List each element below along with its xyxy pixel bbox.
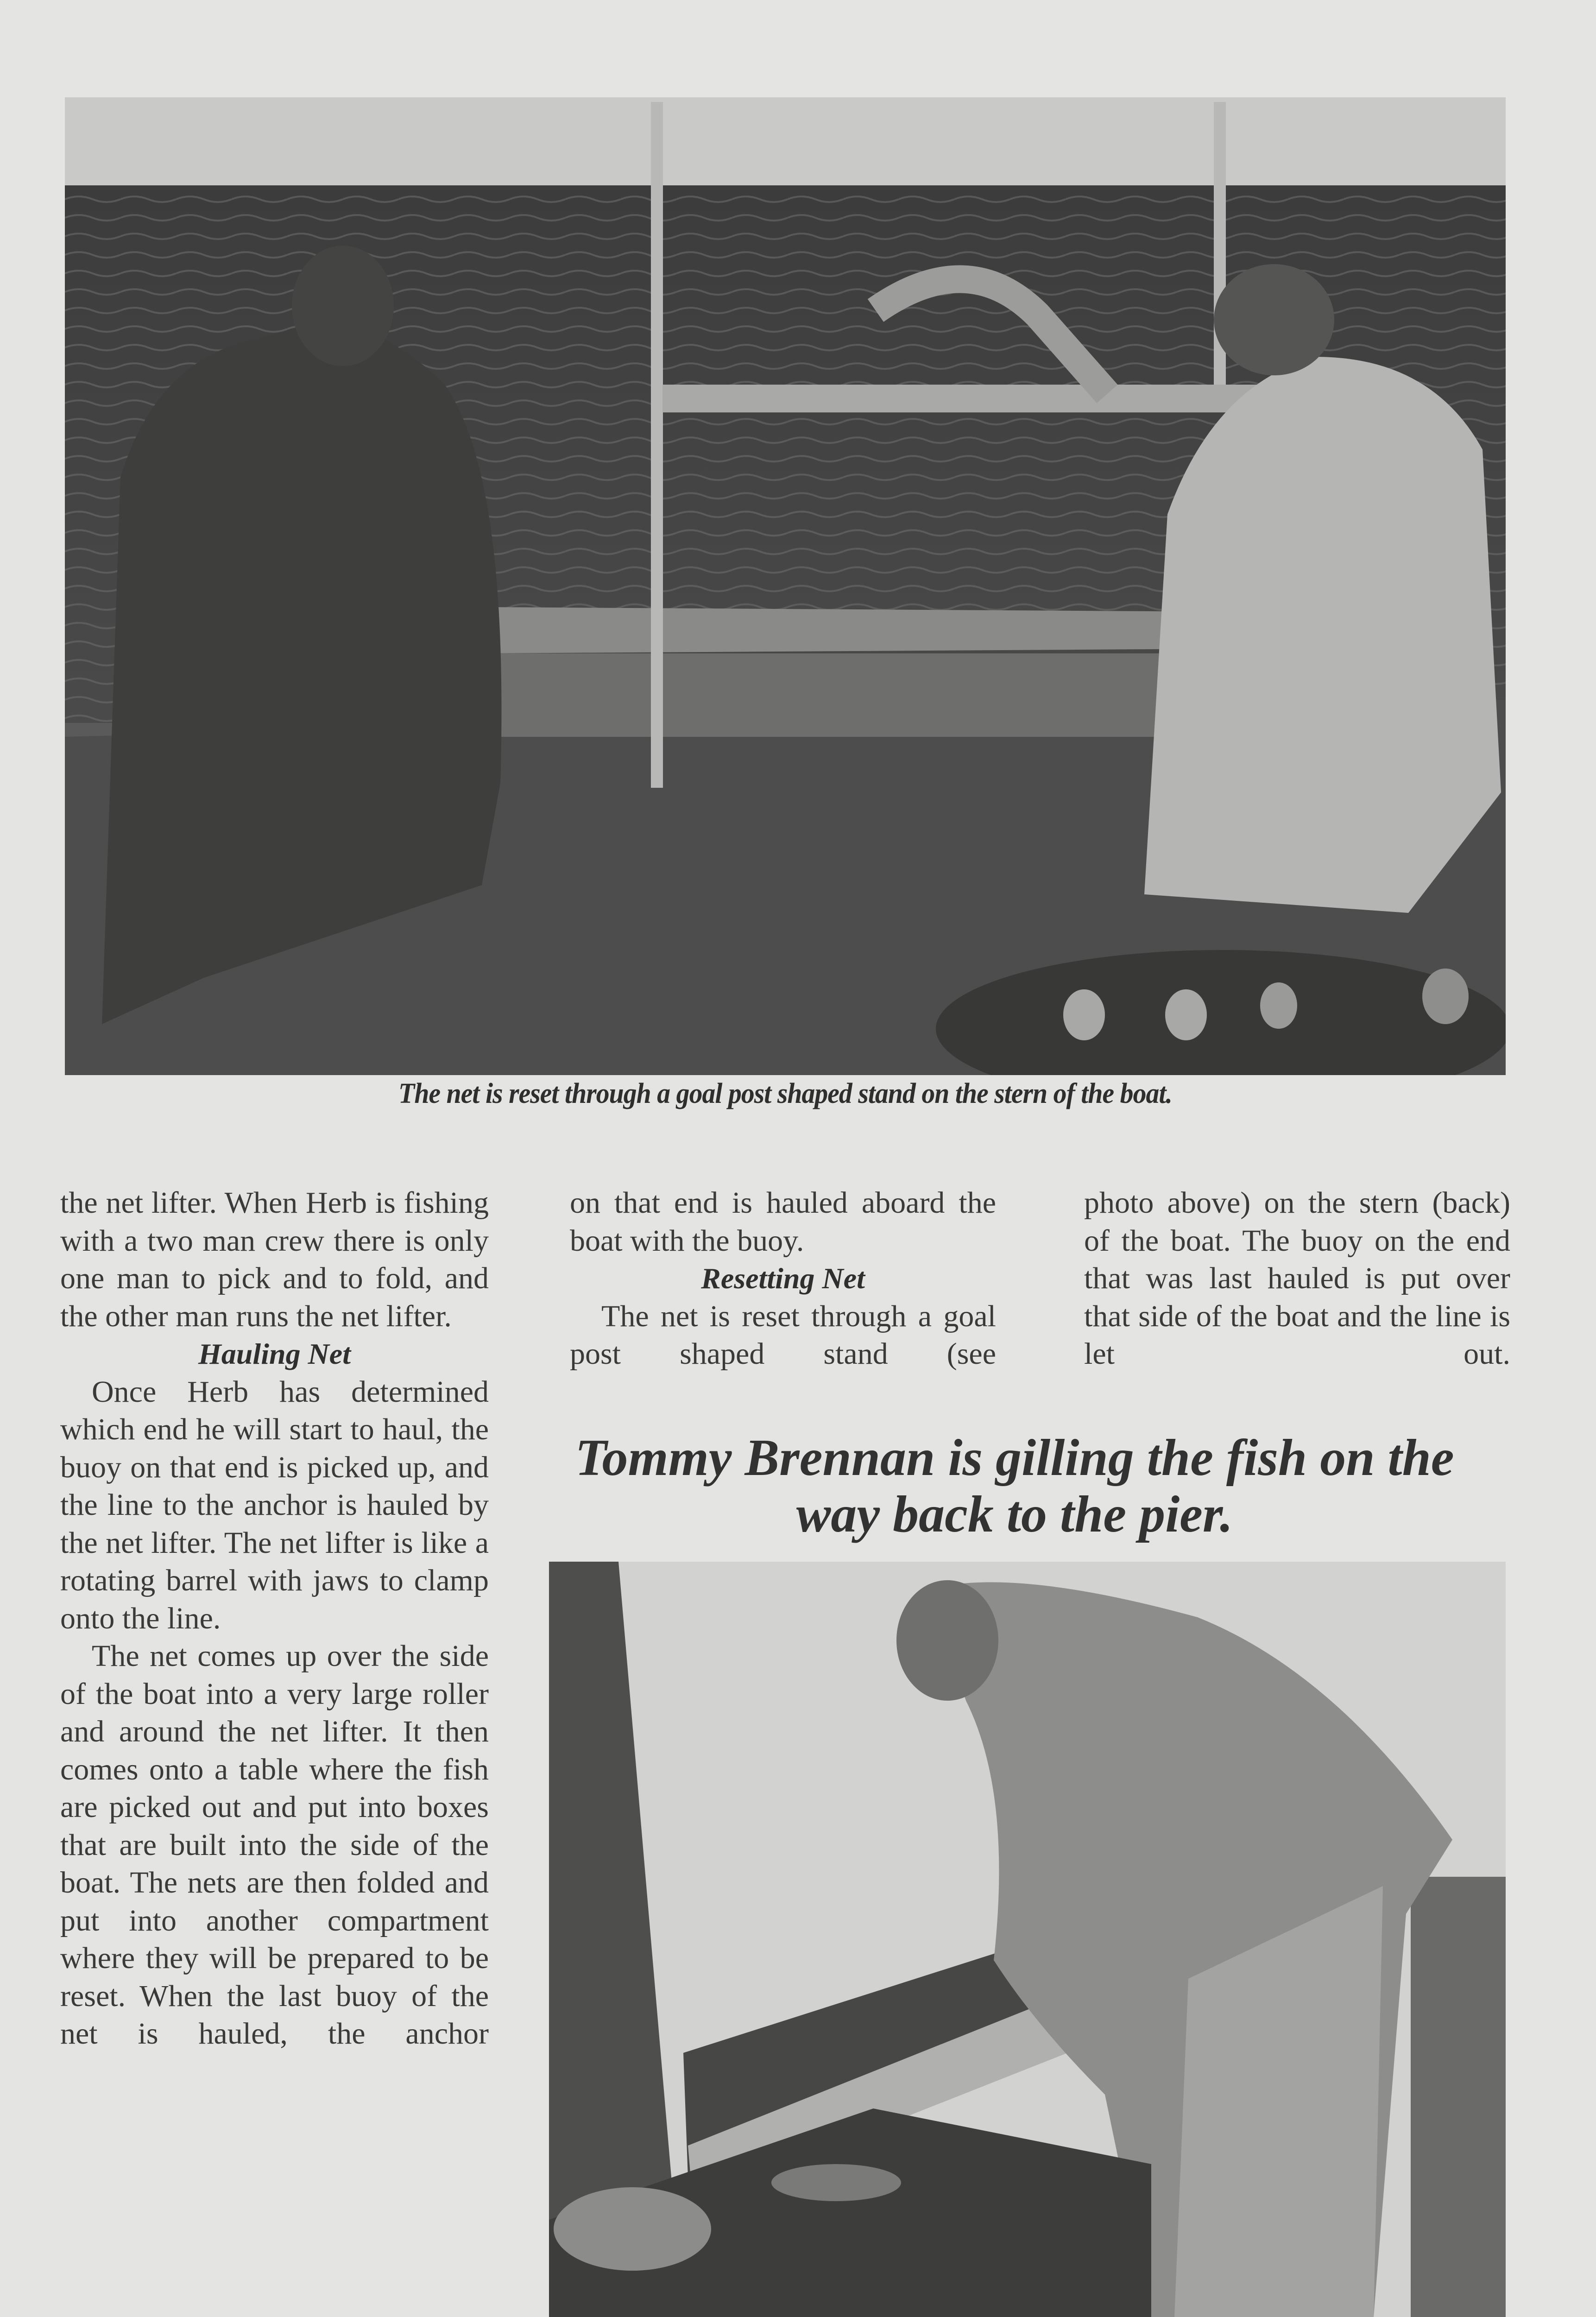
top-photo-caption: The net is reset through a goal post shaped stand on the stern of the boat. xyxy=(398,1078,1172,1109)
paragraph: the net lifter. When Herb is fishing with a two man crew there is only one man to pick and to fold, and the other man runs the net lifter. xyxy=(60,1186,489,1333)
photo-man-gilling-fish-image xyxy=(549,1562,1506,2317)
paragraph: on that end is hauled aboard the boat with the buoy. xyxy=(570,1186,996,1258)
paragraph: photo above) on the stern (back) of the boat. The buoy on the end that was last hauled is put over that side of the boat and the line is let out. xyxy=(1084,1186,1510,1371)
paragraph: The net comes up over the side of the boat into a very large roller and around the net lifter. It then comes onto a table where the fish are picked out and put into boxes that are built into the side of the boat. The nets are then folded and put into another compartment where they will be prepared to be reset. When the last buoy of the net is hauled, the anchor xyxy=(60,1639,489,2051)
photo-fishermen-at-stern xyxy=(65,97,1506,1075)
subheading-hauling-net: Hauling Net xyxy=(198,1337,351,1370)
paragraph: Once Herb has determined which end he will start to haul, the buoy on that end is picked up, and the line to the anchor is hauled by the net lifter. The net lifter is like a rotating barrel with jaws to clamp onto the line. xyxy=(60,1374,489,1635)
article-column-2 xyxy=(570,1184,996,1373)
paragraph: The net is reset through a goal post shaped stand (see xyxy=(570,1299,996,1371)
article-column-1 xyxy=(60,1184,489,2053)
article-column-3 xyxy=(1084,1184,1510,1373)
photo-fishermen-at-stern-image xyxy=(65,97,1506,1075)
photo-man-gilling-fish xyxy=(549,1562,1506,2317)
bottom-photo-caption: Tommy Brennan is gilling the fish on the way back to the pier. xyxy=(575,1429,1454,1543)
subheading-resetting-net: Resetting Net xyxy=(701,1262,865,1295)
